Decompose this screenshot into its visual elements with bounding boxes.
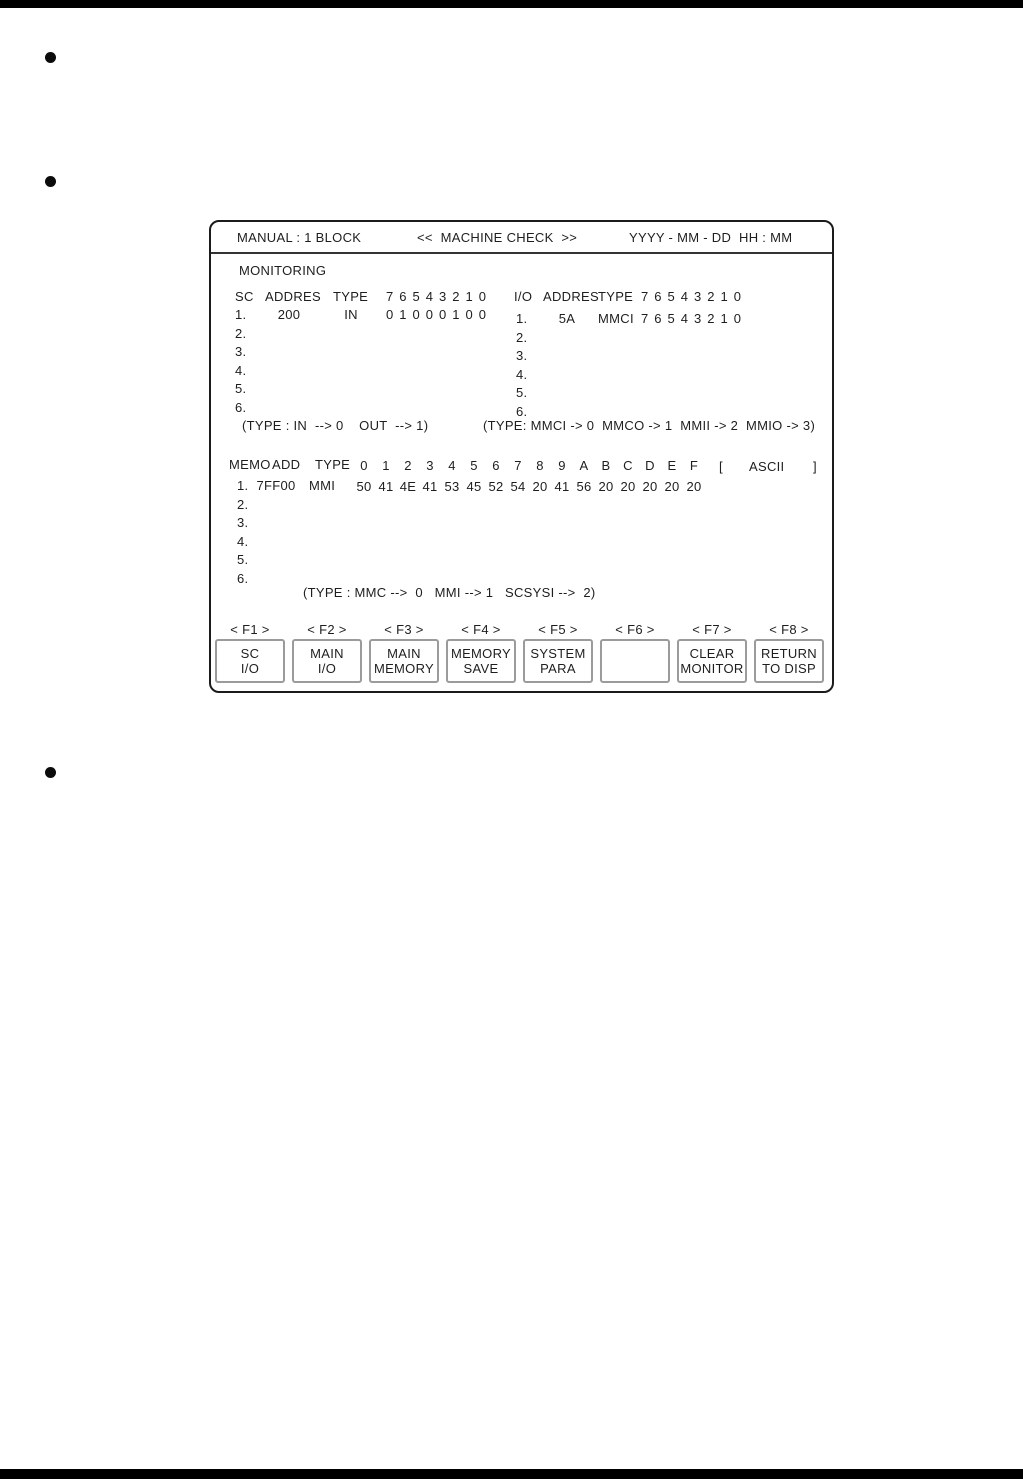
monitoring-title: MONITORING bbox=[239, 263, 327, 278]
table-row-number: 1. bbox=[235, 307, 247, 322]
f8-return-to-disp-button[interactable]: RETURN TO DISP bbox=[754, 639, 824, 683]
page-title: << MACHINE CHECK >> bbox=[417, 230, 578, 245]
sc-row1-addres: 200 bbox=[277, 307, 301, 322]
top-black-bar bbox=[0, 0, 1023, 8]
fkey-label-f6: < F6 > bbox=[615, 622, 655, 637]
table-row-number: 4. bbox=[237, 534, 249, 549]
table-row-number: 5. bbox=[237, 552, 249, 567]
fkey-label-f3: < F3 > bbox=[384, 622, 424, 637]
machine-check-screen-panel bbox=[209, 220, 834, 693]
memo-col-header: MEMO bbox=[229, 457, 271, 472]
memo-add-col-header: ADD bbox=[272, 457, 301, 472]
bullet-icon bbox=[45, 52, 56, 63]
table-row-number: 5. bbox=[235, 381, 247, 396]
function-key-label-row bbox=[215, 622, 824, 637]
addres-col-header: ADDRES bbox=[265, 289, 321, 304]
table-row-number: 3. bbox=[516, 348, 528, 363]
f4-memory-save-button[interactable]: MEMORY SAVE bbox=[446, 639, 516, 683]
table-row-number: 3. bbox=[237, 515, 249, 530]
ascii-bracket-open: [ bbox=[719, 459, 723, 474]
function-key-button-row bbox=[215, 639, 824, 683]
fkey-label-f5: < F5 > bbox=[538, 622, 578, 637]
ascii-bracket-close: ] bbox=[813, 459, 817, 474]
bullet-icon bbox=[45, 176, 56, 187]
table-row-number: 5. bbox=[516, 385, 528, 400]
io-row1-bits: 7 6 5 4 3 2 1 0 bbox=[641, 311, 743, 326]
io-type-note: (TYPE: MMCI -> 0 MMCO -> 1 MMII -> 2 MMIO -> 3) bbox=[483, 418, 816, 433]
io-col-header: I/O bbox=[514, 289, 533, 304]
table-row-number: 6. bbox=[516, 404, 528, 419]
table-row-number: 1. bbox=[516, 311, 528, 326]
sc-row1-type: IN bbox=[344, 307, 358, 322]
f1-sc-io-button[interactable]: SC I/O bbox=[215, 639, 285, 683]
table-row-number: 3. bbox=[235, 344, 247, 359]
table-row-number: 1. bbox=[237, 478, 249, 493]
io-type-col-header: TYPE bbox=[598, 289, 634, 304]
io-addres-col-header: ADDRES bbox=[543, 289, 599, 304]
fkey-label-f7: < F7 > bbox=[692, 622, 732, 637]
table-row-number: 2. bbox=[237, 497, 249, 512]
memo-row1-type: MMI bbox=[309, 478, 336, 493]
table-row-number: 2. bbox=[235, 326, 247, 341]
f3-main-memory-button[interactable]: MAIN MEMORY bbox=[369, 639, 439, 683]
f5-system-para-button[interactable]: SYSTEM PARA bbox=[523, 639, 593, 683]
f7-clear-monitor-button[interactable]: CLEAR MONITOR bbox=[677, 639, 747, 683]
f6-empty-button[interactable] bbox=[600, 639, 670, 683]
table-row-number: 6. bbox=[235, 400, 247, 415]
fkey-label-f1: < F1 > bbox=[230, 622, 270, 637]
table-row-number: 4. bbox=[516, 367, 528, 382]
memo-row1-address: 7FF00 bbox=[256, 478, 296, 493]
f2-main-io-button[interactable]: MAIN I/O bbox=[292, 639, 362, 683]
bottom-black-bar bbox=[0, 1469, 1023, 1479]
fkey-label-f2: < F2 > bbox=[307, 622, 347, 637]
bullet-icon bbox=[45, 767, 56, 778]
header-mode-label: MANUAL : 1 BLOCK bbox=[237, 230, 362, 245]
io-row1-addres: 5A bbox=[558, 311, 576, 326]
table-row-number: 6. bbox=[237, 571, 249, 586]
table-row-number: 4. bbox=[235, 363, 247, 378]
type-col-header: TYPE bbox=[333, 289, 369, 304]
sc-row1-bits: 0 1 0 0 0 1 0 0 bbox=[386, 307, 488, 322]
hex-column-headers: 0 1 2 3 4 5 6 7 8 9 A B C D E F bbox=[360, 458, 699, 473]
table-row-number: 2. bbox=[516, 330, 528, 345]
fkey-label-f4: < F4 > bbox=[461, 622, 501, 637]
memo-row1-hex-values: 50 41 4E 41 53 45 52 54 20 41 56 20 20 20 20 20 bbox=[356, 479, 702, 494]
header-datetime: YYYY - MM - DD HH : MM bbox=[629, 230, 793, 245]
bit-numbers-header: 7 6 5 4 3 2 1 0 bbox=[386, 289, 488, 304]
fkey-label-f8: < F8 > bbox=[769, 622, 809, 637]
sc-col-header: SC bbox=[235, 289, 254, 304]
ascii-column-header: ASCII bbox=[749, 459, 785, 474]
io-bit-numbers-header: 7 6 5 4 3 2 1 0 bbox=[641, 289, 743, 304]
sc-type-note: (TYPE : IN --> 0 OUT --> 1) bbox=[242, 418, 429, 433]
io-row1-type: MMCI bbox=[598, 311, 634, 326]
header-divider bbox=[211, 252, 832, 254]
memo-type-col-header: TYPE bbox=[315, 457, 351, 472]
memo-type-note: (TYPE : MMC --> 0 MMI --> 1 SCSYSI --> 2) bbox=[303, 585, 596, 600]
